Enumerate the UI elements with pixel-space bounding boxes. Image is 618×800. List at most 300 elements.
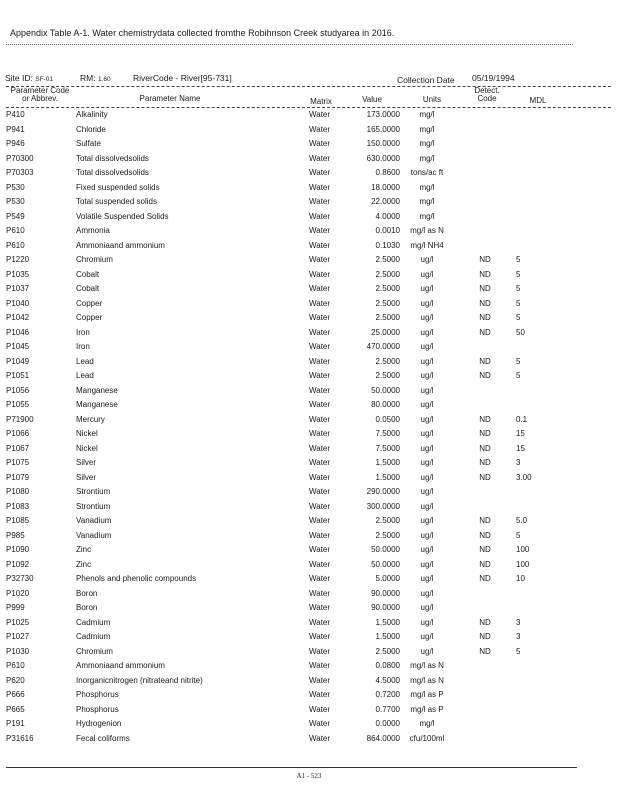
cell-matrix: Water (309, 342, 331, 351)
table-row (0, 197, 618, 212)
cell-param-name: Volatile Suspended Solids (76, 211, 169, 221)
cell-detect-code: ND (479, 632, 491, 641)
cell-value: 165.0000 (366, 124, 400, 134)
cell-param-name: Sulfate (76, 139, 101, 148)
cell-matrix: Water (309, 704, 331, 714)
cell-matrix: Water (309, 632, 331, 641)
table-row (0, 589, 618, 604)
river-code: RiverCode - River[95-731] (133, 73, 232, 83)
cell-detect-code: ND (479, 574, 491, 583)
cell-matrix: Water (309, 313, 331, 322)
cell-matrix: Water (309, 545, 331, 554)
cell-value: 1.5000 (375, 617, 400, 627)
cell-param-code: P32730 (6, 574, 34, 583)
cell-mdl: 5 (516, 269, 521, 279)
cell-matrix: Water (309, 110, 331, 119)
cell-units: mg/l (419, 211, 435, 221)
cell-param-name: Cobalt (76, 284, 100, 293)
table-row (0, 342, 618, 357)
cell-units: cfu/100ml (409, 733, 445, 743)
cell-matrix: Water (309, 385, 331, 395)
cell-matrix: Water (309, 516, 331, 525)
table-row (0, 487, 618, 502)
table-row (0, 502, 618, 517)
cell-value: 2.5000 (375, 356, 400, 366)
cell-param-name: Iron (76, 342, 90, 351)
cell-units: ug/l (420, 429, 434, 438)
cell-value: 1.5000 (375, 632, 400, 641)
cell-param-name: Boron (76, 603, 98, 612)
cell-detect-code: ND (479, 313, 491, 322)
cell-param-name: Copper (76, 313, 103, 322)
cell-param-name: Phenols and phenolic compounds (76, 574, 197, 583)
cell-param-name: Phosphorus (76, 690, 119, 699)
table-row (0, 139, 618, 154)
table-row (0, 415, 618, 430)
cell-matrix: Water (309, 733, 331, 743)
col-detect-line2: Code (477, 94, 497, 103)
col-param-name: Parameter Name (139, 94, 201, 103)
cell-param-name: Alkalinity (76, 110, 108, 119)
cell-value: 0.7200 (375, 690, 400, 699)
cell-param-code: P1045 (6, 342, 30, 351)
cell-detect-code: ND (479, 269, 491, 279)
cell-units: ug/l (420, 284, 434, 293)
cell-matrix: Water (309, 327, 331, 337)
table-row (0, 168, 618, 183)
cell-matrix: Water (309, 617, 331, 627)
table-row (0, 313, 618, 328)
cell-value: 0.7700 (375, 704, 400, 714)
cell-param-name: Total dissolvedsolids (76, 168, 149, 177)
cell-units: mg/l (419, 139, 435, 148)
cell-units: mg/l (419, 124, 435, 134)
cell-units: ug/l (420, 472, 434, 482)
header-rule-top (6, 86, 611, 87)
cell-units: mg/l as P (410, 704, 444, 714)
table-row (0, 531, 618, 546)
cell-param-name: Mercury (76, 414, 105, 424)
cell-matrix: Water (309, 559, 331, 569)
table-row (0, 328, 618, 343)
cell-value: 7.5000 (375, 429, 400, 438)
cell-matrix: Water (309, 298, 331, 308)
cell-units: ug/l (420, 516, 434, 525)
cell-value: 470.0000 (366, 342, 400, 351)
cell-param-name: Chromium (76, 646, 113, 656)
cell-detect-code: ND (479, 429, 491, 438)
cell-param-code: P1080 (6, 487, 30, 496)
table-row (0, 212, 618, 227)
cell-units: ug/l (420, 298, 434, 308)
cell-value: 22.0000 (371, 197, 400, 206)
cell-param-name: Total suspended solids (76, 197, 157, 206)
cell-value: 18.0000 (371, 182, 400, 192)
cell-value: 150.0000 (366, 139, 400, 148)
cell-units: mg/l as N (410, 661, 444, 670)
cell-units: ug/l (420, 574, 434, 583)
cell-value: 2.5000 (375, 646, 400, 656)
cell-param-name: Copper (76, 298, 103, 308)
cell-detect-code: ND (479, 284, 491, 293)
cell-param-name: Chloride (76, 124, 106, 134)
cell-param-name: Strontium (76, 487, 111, 496)
cell-detect-code: ND (479, 356, 491, 366)
cell-value: 4.0000 (375, 211, 400, 221)
cell-value: 0.0800 (375, 661, 400, 670)
cell-param-code: P71900 (6, 414, 34, 424)
cell-matrix: Water (309, 371, 331, 380)
rm-label: RM: (80, 73, 96, 83)
cell-value: 2.5000 (375, 298, 400, 308)
cell-matrix: Water (309, 284, 331, 293)
cell-units: mg/l as N (410, 226, 444, 235)
cell-param-code: P530 (6, 182, 25, 192)
cell-param-name: Hydrogenion (76, 719, 122, 728)
cell-units: ug/l (420, 646, 434, 656)
cell-detect-code: ND (479, 646, 491, 656)
cell-param-code: P1075 (6, 458, 30, 467)
cell-param-name: Inorganicnitrogen (nitrateand nitrite) (76, 675, 203, 685)
cell-value: 0.0010 (375, 226, 400, 235)
cell-param-code: P985 (6, 530, 25, 540)
cell-matrix: Water (309, 675, 331, 685)
table-caption: Appendix Table A-1. Water chemistrydata collected fromthe Robihnson Creek studyarea in 2016. (10, 28, 395, 38)
cell-param-code: P1092 (6, 559, 30, 569)
cell-detect-code: ND (479, 617, 491, 627)
cell-param-code: P1051 (6, 371, 30, 380)
page-number: A1 - 523 (296, 772, 322, 780)
table-row (0, 545, 618, 560)
cell-value: 2.5000 (375, 371, 400, 380)
cell-value: 50.0000 (371, 559, 400, 569)
cell-param-code: P1090 (6, 545, 30, 554)
table-row (0, 386, 618, 401)
col-matrix: Matrix (310, 97, 332, 106)
cell-param-code: P1027 (6, 632, 30, 641)
cell-value: 5.0000 (375, 574, 400, 583)
cell-param-name: Total dissolvedsolids (76, 153, 149, 163)
table-row (0, 661, 618, 676)
cell-value: 173.0000 (366, 110, 400, 119)
table-row (0, 270, 618, 285)
col-param-code-line2: or Abbrev. (22, 94, 58, 103)
cell-units: tons/ac ft (410, 168, 444, 177)
cell-matrix: Water (309, 501, 331, 511)
cell-mdl: 15 (516, 429, 525, 438)
cell-detect-code: ND (479, 298, 491, 308)
cell-param-code: P410 (6, 110, 25, 119)
cell-units: mg/l (419, 182, 435, 192)
table-row (0, 705, 618, 720)
cell-value: 1.5000 (375, 458, 400, 467)
table-row (0, 154, 618, 169)
cell-param-code: P1085 (6, 516, 30, 525)
cell-matrix: Water (309, 226, 331, 235)
cell-param-code: P191 (6, 719, 25, 728)
cell-mdl: 100 (516, 559, 530, 569)
cell-mdl: 3 (516, 617, 521, 627)
cell-param-code: P665 (6, 704, 25, 714)
cell-matrix: Water (309, 182, 331, 192)
cell-matrix: Water (309, 588, 331, 598)
table-row (0, 458, 618, 473)
table-row (0, 618, 618, 633)
table-row (0, 560, 618, 575)
cell-param-code: P610 (6, 226, 25, 235)
cell-value: 25.0000 (371, 327, 400, 337)
table-row (0, 444, 618, 459)
table-row (0, 125, 618, 140)
cell-value: 0.0500 (375, 414, 400, 424)
table-row (0, 647, 618, 662)
cell-param-code: P1035 (6, 269, 30, 279)
cell-value: 2.5000 (375, 530, 400, 540)
cell-mdl: 50 (516, 327, 525, 337)
cell-matrix: Water (309, 690, 331, 699)
cell-units: mg/l as N (410, 675, 444, 685)
cell-units: mg/l (419, 719, 435, 728)
cell-param-name: Fecal coliforms (76, 733, 130, 743)
cell-param-code: P1042 (6, 313, 30, 322)
cell-param-code: P1056 (6, 385, 30, 395)
cell-matrix: Water (309, 153, 331, 163)
cell-detect-code: ND (479, 530, 491, 540)
table-row (0, 429, 618, 444)
cell-matrix: Water (309, 139, 331, 148)
cell-units: ug/l (420, 400, 434, 409)
cell-param-code: P999 (6, 603, 25, 612)
table-row (0, 473, 618, 488)
cell-param-name: Cobalt (76, 269, 100, 279)
cell-detect-code: ND (479, 516, 491, 525)
cell-value: 2.5000 (375, 255, 400, 264)
cell-matrix: Water (309, 124, 331, 134)
cell-param-name: Nickel (76, 429, 98, 438)
cell-param-name: Silver (76, 472, 97, 482)
cell-param-code: P1049 (6, 356, 30, 366)
cell-matrix: Water (309, 197, 331, 206)
cell-mdl: 3.00 (516, 472, 532, 482)
table-row (0, 734, 618, 749)
cell-mdl: 5 (516, 530, 521, 540)
table-row (0, 226, 618, 241)
col-value: Value (362, 95, 382, 104)
cell-value: 90.0000 (371, 588, 400, 598)
cell-matrix: Water (309, 255, 331, 264)
cell-detect-code: ND (479, 545, 491, 554)
cell-units: mg/l NH4 (410, 240, 444, 250)
col-detect-code (468, 87, 506, 103)
cell-units: ug/l (420, 603, 434, 612)
col-mdl: MDL (529, 96, 547, 105)
cell-units: ug/l (420, 443, 434, 453)
cell-mdl: 5 (516, 313, 521, 322)
cell-param-name: Lead (76, 371, 94, 380)
col-param-code (6, 87, 74, 103)
cell-units: mg/l (419, 153, 435, 163)
table-row (0, 284, 618, 299)
cell-units: ug/l (420, 327, 434, 337)
cell-units: ug/l (420, 255, 434, 264)
cell-units: mg/l (419, 110, 435, 119)
cell-param-code: P1220 (6, 255, 30, 264)
cell-detect-code: ND (479, 472, 491, 482)
cell-value: 864.0000 (366, 733, 400, 743)
cell-param-name: Fixed suspended solids (76, 182, 160, 192)
cell-matrix: Water (309, 168, 331, 177)
table-row (0, 357, 618, 372)
cell-value: 2.5000 (375, 516, 400, 525)
cell-mdl: 3 (516, 458, 521, 467)
cell-matrix: Water (309, 487, 331, 496)
cell-value: 2.5000 (375, 313, 400, 322)
cell-param-code: P610 (6, 661, 25, 670)
cell-matrix: Water (309, 240, 331, 250)
cell-units: ug/l (420, 458, 434, 467)
cell-param-name: Lead (76, 356, 94, 366)
table-row (0, 241, 618, 256)
rm-value: 1.60 (97, 76, 111, 83)
cell-param-code: P549 (6, 211, 25, 221)
cell-matrix: Water (309, 356, 331, 366)
cell-param-code: P1020 (6, 588, 30, 598)
col-units: Units (422, 95, 442, 104)
cell-matrix: Water (309, 646, 331, 656)
cell-param-code: P1040 (6, 298, 30, 308)
cell-units: ug/l (420, 617, 434, 627)
cell-value: 0.1030 (375, 240, 400, 250)
cell-matrix: Water (309, 400, 331, 409)
cell-param-code: P1046 (6, 327, 30, 337)
cell-units: ug/l (420, 632, 434, 641)
cell-mdl: 5 (516, 255, 521, 264)
cell-mdl: 100 (516, 545, 530, 554)
cell-value: 2.5000 (375, 269, 400, 279)
site-id-value: SF-01 (35, 76, 53, 83)
cell-param-name: Zinc (76, 559, 92, 569)
cell-value: 630.0000 (366, 153, 400, 163)
caption-rule (6, 44, 573, 45)
table-row (0, 371, 618, 386)
cell-mdl: 15 (516, 443, 525, 453)
cell-matrix: Water (309, 530, 331, 540)
cell-param-name: Ammoniaand ammonium (76, 240, 165, 250)
cell-units: ug/l (420, 385, 434, 395)
cell-param-name: Iron (76, 327, 90, 337)
cell-value: 300.0000 (366, 501, 400, 511)
cell-param-code: P1083 (6, 501, 30, 511)
cell-param-code: P946 (6, 139, 25, 148)
cell-param-name: Ammoniaand ammonium (76, 661, 165, 670)
table-row (0, 516, 618, 531)
cell-matrix: Water (309, 719, 331, 728)
cell-mdl: 10 (516, 574, 525, 583)
col-param-code-line1: Parameter Code (10, 86, 70, 95)
cell-param-name: Cadmium (76, 617, 111, 627)
cell-param-name: Ammonia (76, 226, 110, 235)
cell-mdl: 5.0 (516, 516, 528, 525)
table-row (0, 676, 618, 691)
cell-value: 0.0000 (375, 719, 400, 728)
cell-units: ug/l (420, 588, 434, 598)
table-row (0, 110, 618, 125)
cell-mdl: 5 (516, 646, 521, 656)
cell-param-code: P1055 (6, 400, 30, 409)
cell-detect-code: ND (479, 255, 491, 264)
site-id (5, 73, 53, 83)
cell-param-code: P70303 (6, 168, 34, 177)
cell-param-code: P70300 (6, 153, 34, 163)
cell-matrix: Water (309, 443, 331, 453)
cell-param-name: Boron (76, 588, 98, 598)
table-row (0, 400, 618, 415)
cell-detect-code: ND (479, 458, 491, 467)
table-row (0, 574, 618, 589)
cell-matrix: Water (309, 429, 331, 438)
cell-detect-code: ND (479, 371, 491, 380)
cell-value: 2.5000 (375, 284, 400, 293)
cell-param-code: P941 (6, 124, 25, 134)
cell-param-name: Silver (76, 458, 97, 467)
cell-param-name: Phosphorus (76, 704, 119, 714)
cell-units: ug/l (420, 342, 434, 351)
cell-param-name: Cadmium (76, 632, 111, 641)
cell-param-name: Zinc (76, 545, 92, 554)
table-row (0, 603, 618, 618)
cell-param-code: P666 (6, 690, 25, 699)
cell-matrix: Water (309, 414, 331, 424)
cell-param-code: P1067 (6, 443, 30, 453)
cell-value: 90.0000 (371, 603, 400, 612)
cell-param-name: Manganese (76, 385, 118, 395)
cell-units: ug/l (420, 414, 434, 424)
cell-value: 80.0000 (371, 400, 400, 409)
cell-param-name: Nickel (76, 443, 98, 453)
cell-units: ug/l (420, 530, 434, 540)
cell-units: ug/l (420, 559, 434, 569)
cell-param-name: Vanadium (76, 516, 112, 525)
river-mile (80, 73, 111, 83)
cell-value: 4.5000 (375, 675, 400, 685)
cell-units: ug/l (420, 269, 434, 279)
table-row (0, 255, 618, 270)
cell-param-code: P31616 (6, 733, 34, 743)
cell-units: ug/l (420, 487, 434, 496)
collection-date-value: 05/19/1994 (472, 73, 515, 83)
cell-param-code: P530 (6, 197, 25, 206)
footer-rule (6, 767, 577, 768)
cell-units: ug/l (420, 371, 434, 380)
site-id-label: Site ID: (5, 73, 33, 83)
cell-param-name: Chromium (76, 255, 113, 264)
cell-param-name: Vanadium (76, 530, 112, 540)
cell-mdl: 0.1 (516, 414, 528, 424)
cell-mdl: 3 (516, 632, 521, 641)
cell-param-code: P1066 (6, 429, 30, 438)
cell-mdl: 5 (516, 298, 521, 308)
table-row (0, 632, 618, 647)
cell-param-code: P1025 (6, 617, 30, 627)
cell-detect-code: ND (479, 559, 491, 569)
cell-value: 50.0000 (371, 385, 400, 395)
cell-param-name: Manganese (76, 400, 118, 409)
col-detect-line1: Detect. (474, 86, 500, 95)
header-rule-bottom (6, 107, 611, 108)
cell-matrix: Water (309, 269, 331, 279)
table-row (0, 183, 618, 198)
collection-date-label: Collection Date (397, 75, 455, 85)
